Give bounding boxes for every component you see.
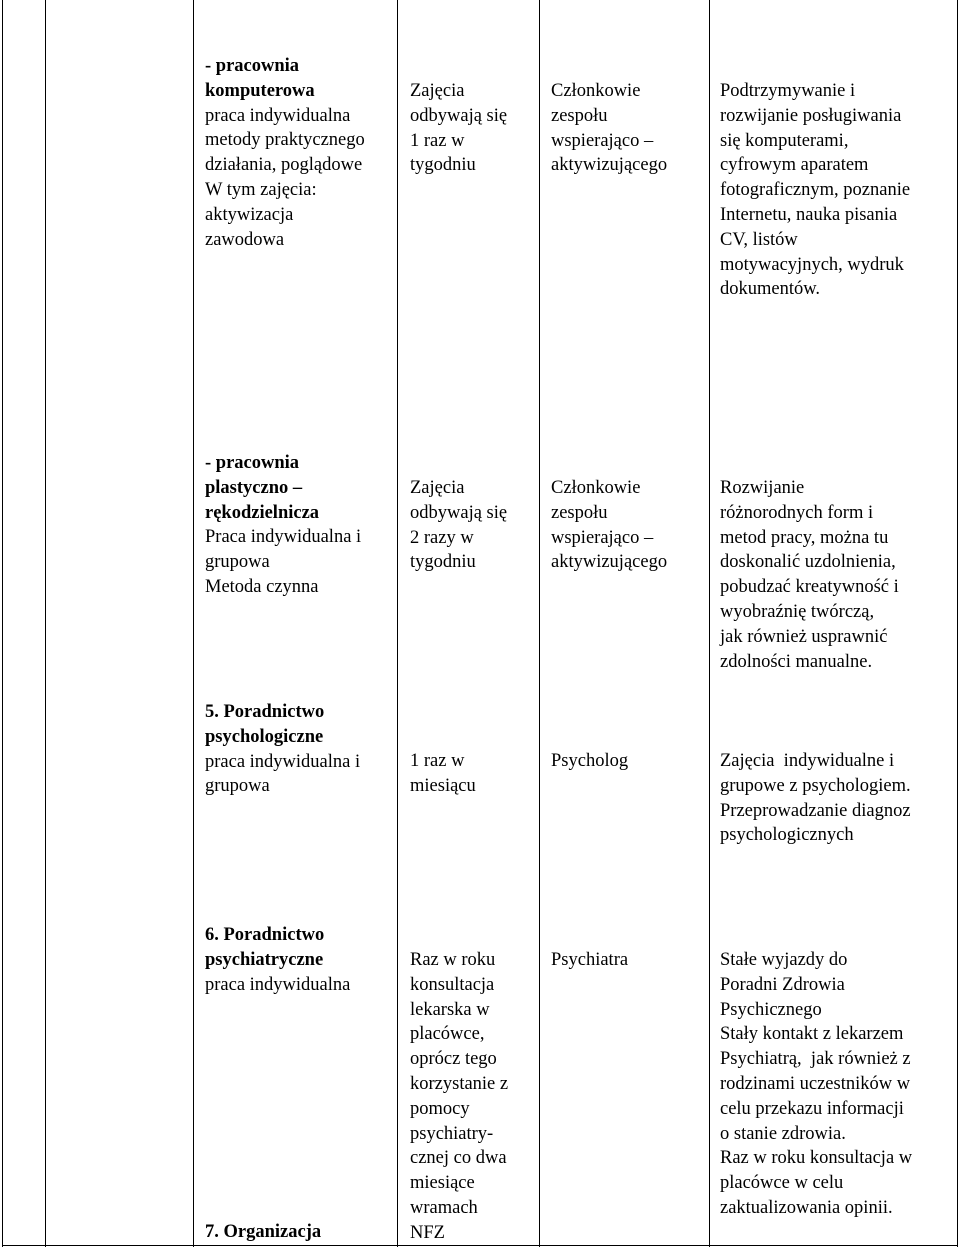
row4-description-line: Stałe wyjazdy do <box>720 950 848 970</box>
row4-description-line: placówce w celu <box>720 1173 844 1194</box>
row1-activity-line: praca indywidualna <box>205 105 351 126</box>
row3-activity-cell <box>205 700 360 799</box>
row2-activity-line: Praca indywidualna i <box>205 527 362 548</box>
next-section-heading: 7. Organizacja <box>205 1222 322 1242</box>
row4-description-line: o stanie zdrowia. <box>720 1123 846 1144</box>
row2-frequency-line: Zajęcia <box>410 478 465 498</box>
table-divider-staff <box>539 0 540 1247</box>
row2-frequency-line: tygodniu <box>410 552 476 573</box>
row2-description-line: metod pracy, można tu <box>720 527 889 548</box>
row2-description-cell <box>720 476 899 674</box>
row1-staff-line: Członkowie <box>551 81 641 101</box>
table-divider-frequency <box>397 0 398 1247</box>
row1-description-line: motywacyjnych, wydruk <box>720 254 904 275</box>
row2-staff-cell <box>551 476 667 575</box>
row3-activity-line: psychologiczne <box>205 726 324 747</box>
row3-activity-line: praca indywidualna i <box>205 751 361 772</box>
row1-description-line: rozwijanie posługiwania <box>720 105 902 126</box>
row4-description-line: Psychicznego <box>720 999 822 1020</box>
row1-staff-line: zespołu <box>551 105 608 126</box>
row2-activity-cell <box>205 451 361 600</box>
row4-activity-cell <box>205 923 350 997</box>
row4-frequency-line: pomocy <box>410 1098 470 1119</box>
row2-description-line: różnorodnych form i <box>720 502 874 523</box>
row2-staff-line: aktywizującego <box>551 552 668 573</box>
row4-description-line: Poradni Zdrowia <box>720 974 845 995</box>
row4-description-cell <box>720 948 912 1221</box>
row4-staff-cell <box>551 948 628 973</box>
row3-frequency-cell <box>410 749 476 799</box>
table-divider-index <box>45 0 46 1247</box>
next-section-heading-cell <box>205 1220 321 1245</box>
row2-description-line: zdolności manualne. <box>720 651 873 672</box>
row1-frequency-line: tygodniu <box>410 155 476 176</box>
row1-frequency-cell <box>410 79 507 178</box>
row1-activity-line: - pracownia <box>205 56 300 76</box>
row4-frequency-line: cznej co dwa <box>410 1148 507 1169</box>
row1-description-line: fotograficznym, poznanie <box>720 180 911 201</box>
row2-description-line: jak również usprawnić <box>720 626 888 647</box>
row4-frequency-line: Raz w roku <box>410 950 496 970</box>
row1-staff-line: wspierająco – <box>551 130 654 151</box>
row4-frequency-line: placówce, <box>410 1024 485 1045</box>
row2-activity-line: plastyczno – <box>205 477 303 498</box>
row1-activity-cell <box>205 54 365 252</box>
row4-frequency-line: wramach <box>410 1197 478 1218</box>
row2-frequency-line: odbywają się <box>410 502 508 523</box>
row2-description-line: Rozwijanie <box>720 478 805 498</box>
row1-description-line: CV, listów <box>720 229 798 250</box>
row2-description-line: doskonalić uzdolnienia, <box>720 552 896 573</box>
row3-frequency-line: 1 raz w <box>410 751 465 771</box>
row4-description-line: Psychiatrą, jak również z <box>720 1049 911 1070</box>
row2-activity-line: Metoda czynna <box>205 576 319 597</box>
row1-description-line: Podtrzymywanie i <box>720 81 856 101</box>
row1-activity-line: komputerowa <box>205 80 315 101</box>
row3-activity-line: grupowa <box>205 776 270 797</box>
table-border-left <box>2 0 3 1247</box>
row1-description-line: się komputerami, <box>720 130 849 151</box>
row1-frequency-line: Zajęcia <box>410 81 465 101</box>
row1-staff-line: aktywizującego <box>551 155 668 176</box>
row2-staff-line: Członkowie <box>551 478 641 498</box>
row2-description-line: pobudzać kreatywność i <box>720 577 899 598</box>
row4-description-line: rodzinami uczestników w <box>720 1073 911 1094</box>
row3-description-line: grupowe z psychologiem. <box>720 775 911 796</box>
row2-frequency-line: 2 razy w <box>410 527 474 548</box>
row1-activity-line: działania, poglądowe <box>205 155 363 176</box>
row2-frequency-cell <box>410 476 507 575</box>
row1-description-line: Internetu, nauka pisania <box>720 204 898 225</box>
row3-staff-line: Psycholog <box>551 751 629 771</box>
row1-description-line: cyfrowym aparatem <box>720 155 869 176</box>
row4-frequency-line: NFZ <box>410 1222 445 1243</box>
row2-staff-line: zespołu <box>551 502 608 523</box>
row1-description-line: dokumentów. <box>720 279 821 300</box>
row4-frequency-line: miesiące <box>410 1173 475 1194</box>
row3-description-line: psychologicznych <box>720 825 854 846</box>
row2-description-line: wyobraźnię twórczą, <box>720 601 875 622</box>
table-divider-description <box>709 0 710 1247</box>
row3-staff-cell <box>551 749 628 774</box>
row4-description-line: zaktualizowania opinii. <box>720 1197 893 1218</box>
row1-activity-line: zawodowa <box>205 229 285 250</box>
row1-activity-line: metody praktycznego <box>205 130 365 151</box>
row4-frequency-line: lekarska w <box>410 999 490 1020</box>
row4-activity-line: praca indywidualna <box>205 974 351 995</box>
row4-description-line: Stały kontakt z lekarzem <box>720 1024 904 1045</box>
row2-activity-line: - pracownia <box>205 453 300 473</box>
row4-frequency-line: konsultacja <box>410 974 495 995</box>
row4-activity-line: 6. Poradnictwo <box>205 925 325 945</box>
row3-frequency-line: miesiącu <box>410 775 476 796</box>
row1-frequency-line: odbywają się <box>410 105 508 126</box>
row1-staff-cell <box>551 79 667 178</box>
row1-description-cell <box>720 79 910 302</box>
row2-staff-line: wspierająco – <box>551 527 654 548</box>
row4-frequency-line: psychiatry- <box>410 1123 494 1144</box>
row2-activity-line: rękodzielnicza <box>205 502 320 523</box>
table-border-right <box>957 0 958 1247</box>
row3-description-cell <box>720 749 911 848</box>
row3-activity-line: 5. Poradnictwo <box>205 702 325 722</box>
row4-frequency-line: korzystanie z <box>410 1073 509 1094</box>
row4-frequency-line: oprócz tego <box>410 1049 497 1070</box>
row2-activity-line: grupowa <box>205 552 270 573</box>
row4-staff-line: Psychiatra <box>551 950 629 970</box>
row1-frequency-line: 1 raz w <box>410 130 465 151</box>
row4-description-line: celu przekazu informacji <box>720 1098 904 1119</box>
row1-activity-line: aktywizacja <box>205 204 294 225</box>
table-divider-activity <box>193 0 194 1247</box>
row4-activity-line: psychiatryczne <box>205 949 324 970</box>
row4-description-line: Raz w roku konsultacja w <box>720 1148 913 1169</box>
row3-description-line: Przeprowadzanie diagnoz <box>720 800 911 821</box>
row3-description-line: Zajęcia indywidualne i <box>720 751 895 771</box>
row4-frequency-cell <box>410 948 508 1246</box>
row1-activity-line: W tym zajęcia: <box>205 179 317 200</box>
